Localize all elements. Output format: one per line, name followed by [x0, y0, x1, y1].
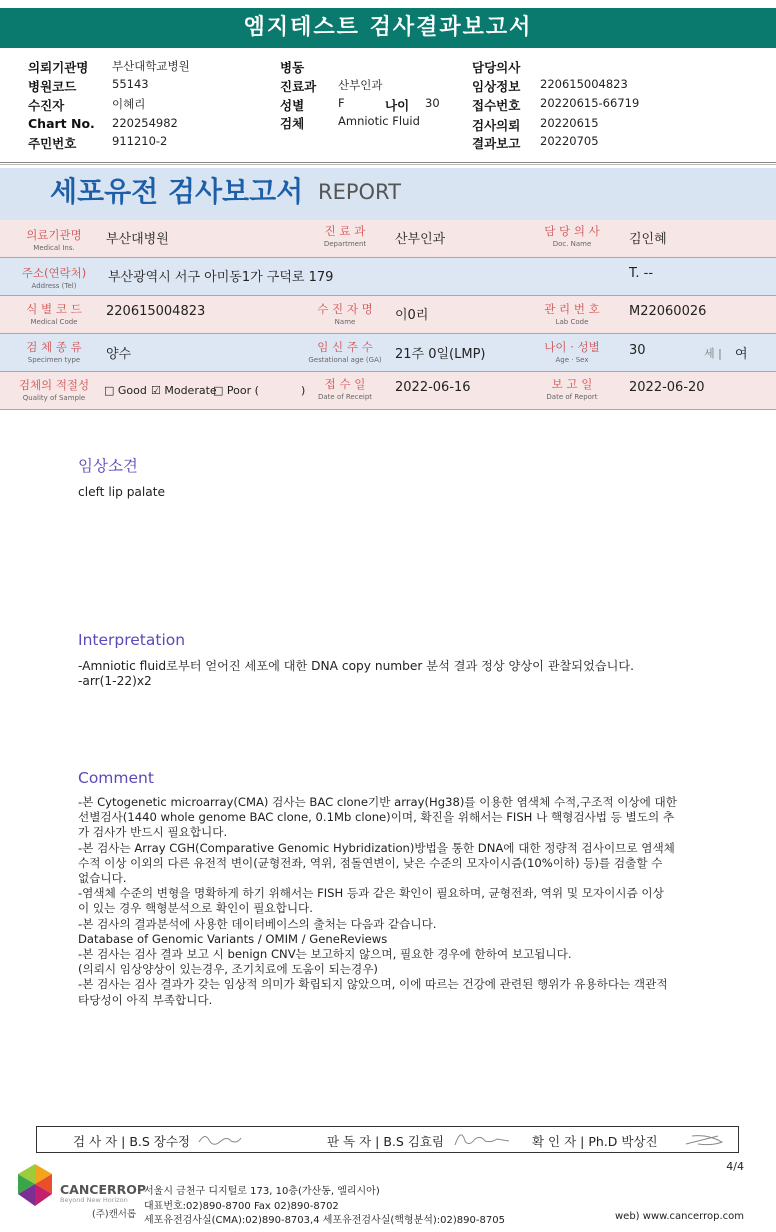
info-row-address [0, 258, 776, 296]
info-row-institution [0, 220, 776, 258]
request-value: 20220615 [540, 116, 599, 130]
info-label: 담 당 의 사 Doc. Name [544, 224, 600, 248]
reviewer-signature-mark [451, 1129, 511, 1149]
clinical-info-label: 임상정보 [472, 79, 521, 94]
footer-phone: 대표번호:02)890-8700 Fax 02)890-8702 [144, 1201, 339, 1212]
comment-line: 수적 이상 이외의 다른 유전적 변이(균형전좌, 역위, 점돌연변이, 낮은 수준의 모자이시즘(10%이하) 등)를 검출할 수 [78, 855, 663, 870]
info-value: 부산대병원 [106, 232, 169, 247]
info-row-identity [0, 296, 776, 334]
info-value: 산부인과 [395, 232, 446, 247]
comment-line: -본 검사의 결과분석에 사용한 데이터베이스의 출처는 다음과 같습니다. [78, 916, 437, 931]
chart-label: Chart No. [28, 116, 95, 131]
comment-line: -본 Cytogenetic microarray(CMA) 검사는 BAC clone기반 array(Hg38)를 이용한 염색체 수적,구조적 이상에 대한 [78, 795, 677, 809]
info-table [0, 220, 776, 410]
info-value: T. -- [629, 266, 654, 281]
comment-line: 선별검사(1440 whole genome BAC clone, 0.1Mb clone)이며, 확진을 위해서는 FISH 나 핵형검사법 등 별도의 추 [78, 810, 675, 825]
doctor-label: 담당의사 [472, 60, 521, 75]
comment-line: 가 검사가 반드시 필요합니다. [78, 825, 228, 840]
patient-label: 수진자 [28, 98, 65, 113]
interpretation-line: -Amniotic fluid로부터 얻어진 세포에 대한 DNA copy number 분석 결과 정상 양상이 관찰되었습니다. [78, 659, 635, 673]
clinical-title: 임상소견 [78, 457, 138, 475]
info-value: M22060026 [629, 304, 707, 319]
comment-line: (의뢰시 임상양상이 있는경우, 조기치료에 도움이 되는경우) [78, 962, 378, 977]
footer-lab: 세포유전검사실(CMA):02)890-8703,4 세포유전검사실(핵형분석):02)890-8705 [144, 1215, 505, 1226]
resident-label: 주민번호 [28, 136, 77, 151]
specimen-label: 검체 [280, 116, 305, 131]
tester-signature: 검 사 자 | B.S 장수정 [73, 1134, 191, 1149]
comment-title: Comment [78, 769, 154, 787]
comment-line: 없습니다. [78, 871, 127, 886]
brand-name: CANCERROP [60, 1182, 147, 1197]
tester-signature-mark [197, 1132, 243, 1148]
patient-value: 이혜리 [112, 97, 146, 111]
footer-address: 서울시 금천구 디지털로 173, 10층(가산동, 엘리시아) [144, 1186, 380, 1197]
sex-value: F [338, 96, 345, 110]
reviewer-signature: 판 독 자 | B.S 김효림 [327, 1134, 445, 1149]
info-label: 나이 · 성별 Age · Sex [544, 340, 600, 364]
comment-line: Database of Genomic Variants / OMIM / GeneReviews [78, 931, 388, 946]
quality-good: □ Good [104, 384, 147, 397]
comment-line: -염색체 수준의 변형을 명확하게 하기 위해서는 FISH 등과 같은 확인이 필요하며, 균형전좌, 역위 및 모자이시즘 이상 [78, 886, 664, 901]
footer-web[interactable]: web) www.cancerrop.com [615, 1211, 744, 1222]
cancerrop-logo-icon [16, 1162, 54, 1208]
sex-label: 성별 [280, 98, 305, 113]
hospital-code-label: 병원코드 [28, 79, 77, 94]
report-date-label: 결과보고 [472, 136, 521, 151]
info-label: 접 수 일 Date of Receipt [317, 377, 373, 401]
institution-value: 부산대학교병원 [112, 59, 190, 73]
info-value: 부산광역시 서구 아미동1가 구덕로 179 [108, 270, 334, 285]
comment-line: -본 검사는 검사 결과가 갖는 임상적 의미가 확립되지 않았으며, 이에 따르는 건강에 관련된 행위가 유용하다는 객관적 [78, 977, 668, 992]
company-name: (주)캔서롭 [92, 1209, 137, 1220]
report-head-subtitle: REPORT [318, 180, 401, 204]
comment-line: 타당성이 아직 부족합니다. [78, 992, 213, 1007]
divider [0, 162, 776, 165]
comment-line: -본 검사는 Array CGH(Comparative Genomic Hybridization)방법을 통한 DNA에 대한 정량적 검사이므로 염색체 [78, 840, 675, 855]
info-value: 양수 [106, 347, 132, 362]
info-value: 21주 0일(LMP) [395, 347, 486, 362]
info-value: 여 [735, 347, 748, 362]
comment-line: 이 있는 경우 핵형분석으로 확인이 필요합니다. [78, 901, 313, 916]
info-label: 검 체 종 류 Specimen type [26, 340, 82, 364]
info-label: 검체의 적절성 Quality of Sample [18, 378, 90, 402]
info-row-specimen [0, 334, 776, 372]
info-label: 의료기관명 Medical Ins. [26, 228, 82, 252]
interpretation-text [78, 659, 634, 689]
specimen-value: Amniotic Fluid [338, 114, 420, 128]
info-value: 30 [629, 343, 646, 358]
info-label: 수 진 자 명 Name [317, 302, 373, 326]
info-label: 임 신 주 수 Gestational age (GA) [308, 340, 382, 364]
info-value: 2022-06-20 [629, 380, 705, 395]
receipt-label: 접수번호 [472, 98, 521, 113]
interpretation-line: -arr(1-22)x2 [78, 674, 152, 689]
info-value: 2022-06-16 [395, 380, 471, 395]
info-label: 식 별 코 드 Medical Code [26, 302, 82, 326]
report-date-value: 20220705 [540, 134, 599, 148]
quality-moderate: ☑ Moderate [151, 384, 217, 397]
institution-label: 의뢰기관명 [28, 60, 89, 75]
receipt-value: 20220615-66719 [540, 96, 640, 110]
info-value: 세 | [704, 347, 722, 360]
patient-meta [0, 58, 776, 158]
dept-label: 진료과 [280, 79, 317, 94]
page-number: 4/4 [726, 1160, 744, 1173]
info-label: 주소(연락처) Address (Tel) [21, 266, 87, 290]
approver-signature-mark [682, 1130, 728, 1148]
ward-label: 병동 [280, 60, 305, 75]
info-label: 관 리 번 호 Lab Code [544, 302, 600, 326]
info-value: 220615004823 [106, 304, 206, 319]
info-label: 진 료 과 Department [323, 224, 367, 248]
hospital-code-value: 55143 [112, 77, 149, 91]
info-label: 보 고 일 Date of Report [546, 377, 598, 401]
age-value: 30 [425, 96, 440, 110]
report-header [0, 168, 776, 220]
clinical-text: cleft lip palate [78, 485, 166, 499]
info-value: 김인혜 [629, 232, 667, 247]
quality-poor: □ Poor ( [213, 384, 259, 397]
request-label: 검사의뢰 [472, 118, 521, 133]
approver-signature: 확 인 자 | Ph.D 박상진 [532, 1134, 658, 1149]
comment-line: -본 검사는 검사 결과 보고 시 benign CNV는 보고하지 않으며, 필요한 경우에 한하여 보고됩니다. [78, 947, 572, 962]
brand-tagline: Beyond New Horizon [60, 1196, 128, 1204]
comment-text [78, 795, 738, 1008]
info-value: 이0리 [395, 308, 429, 323]
signature-box [36, 1126, 739, 1153]
age-label: 나이 [385, 98, 410, 113]
footer [0, 1158, 776, 1232]
quality-poor-close: ) [301, 384, 306, 397]
report-title-bar [0, 8, 776, 48]
info-row-quality [0, 372, 776, 410]
dept-value: 산부인과 [338, 78, 383, 92]
resident-value: 911210-2 [112, 134, 168, 148]
report-head-title: 세포유전 검사보고서 [50, 175, 304, 208]
report-title: 엠지테스트 검사결과보고서 [243, 15, 533, 40]
chart-value: 220254982 [112, 116, 178, 130]
interpretation-title: Interpretation [78, 631, 186, 649]
clinical-info-value: 220615004823 [540, 77, 628, 91]
